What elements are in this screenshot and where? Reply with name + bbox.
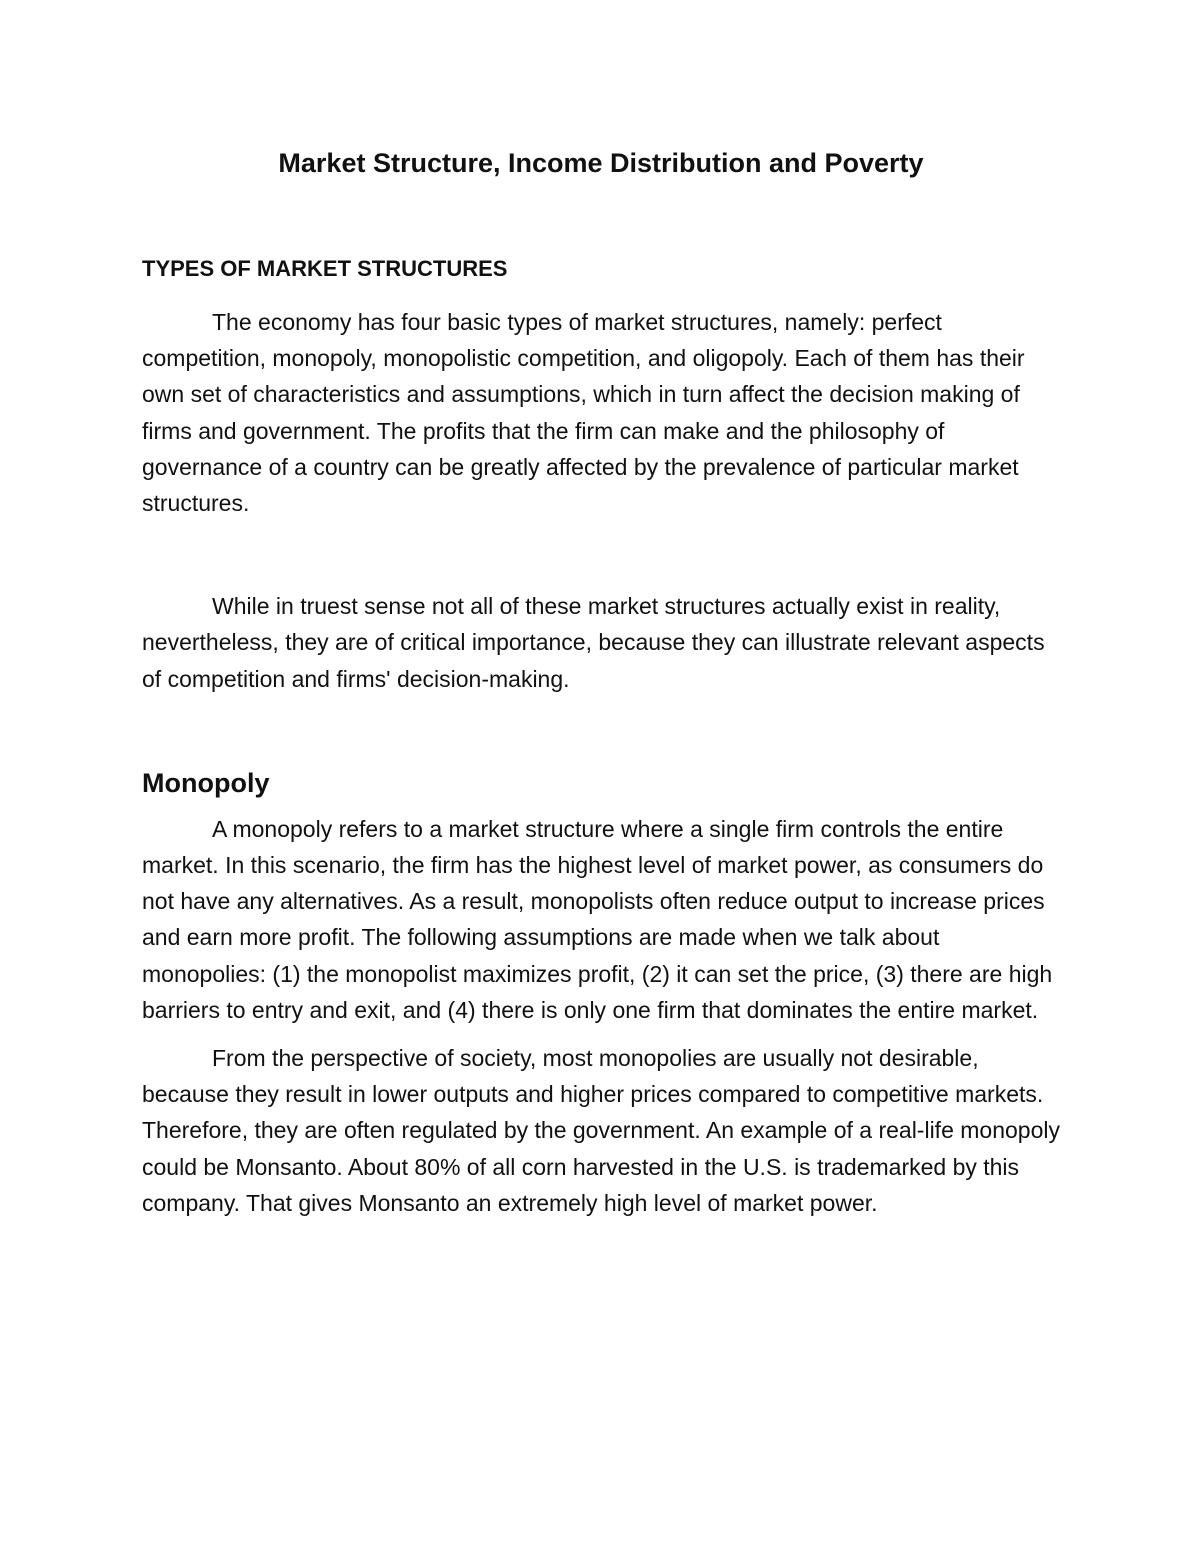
document-title: Market Structure, Income Distribution and Poverty (278, 148, 924, 178)
document-body (142, 140, 1060, 1221)
section-heading-monopoly: Monopoly (142, 767, 270, 798)
paragraph-market-structures-importance: While in truest sense not all of these market structures actually exist in reality, nevertheless, they are of critical importance, because they can illustrate relevant aspects of competition and firms' decision-making. (142, 593, 1045, 692)
paragraph-market-structures-intro: The economy has four basic types of market structures, namely: perfect competition, monopoly, monopolistic competition, and oligopoly. Each of them has their own set of characteristics and assumptions, which in turn affect the decision making of firms and government. The profits that the firm can make and the philosophy of governance of a country can be greatly affected by the prevalence of particular market structures. (142, 309, 1025, 517)
paragraph-monopoly-definition: A monopoly refers to a market structure where a single firm controls the entire market. In this scenario, the firm has the highest level of market power, as consumers do not have any alternatives. As a result, monopolists often reduce output to increase prices and earn more profit. The following assumptions are made when we talk about monopolies: (1) the monopolist maximizes profit, (2) it can set the price, (3) there are high barriers to entry and exit, and (4) there is only one firm that dominates the entire market. (142, 815, 1053, 1023)
paragraph-monopoly-society: From the perspective of society, most monopolies are usually not desirable, because they result in lower outputs and higher prices compared to competitive markets. Therefore, they are often regulated by the government. An example of a real-life monopoly could be Monsanto. About 80% of all corn harvested in the U.S. is trademarked by this company. That gives Monsanto an extremely high level of market power. (142, 1045, 1060, 1216)
section-heading-types-of-market-structures: TYPES OF MARKET STRUCTURES (142, 256, 508, 281)
